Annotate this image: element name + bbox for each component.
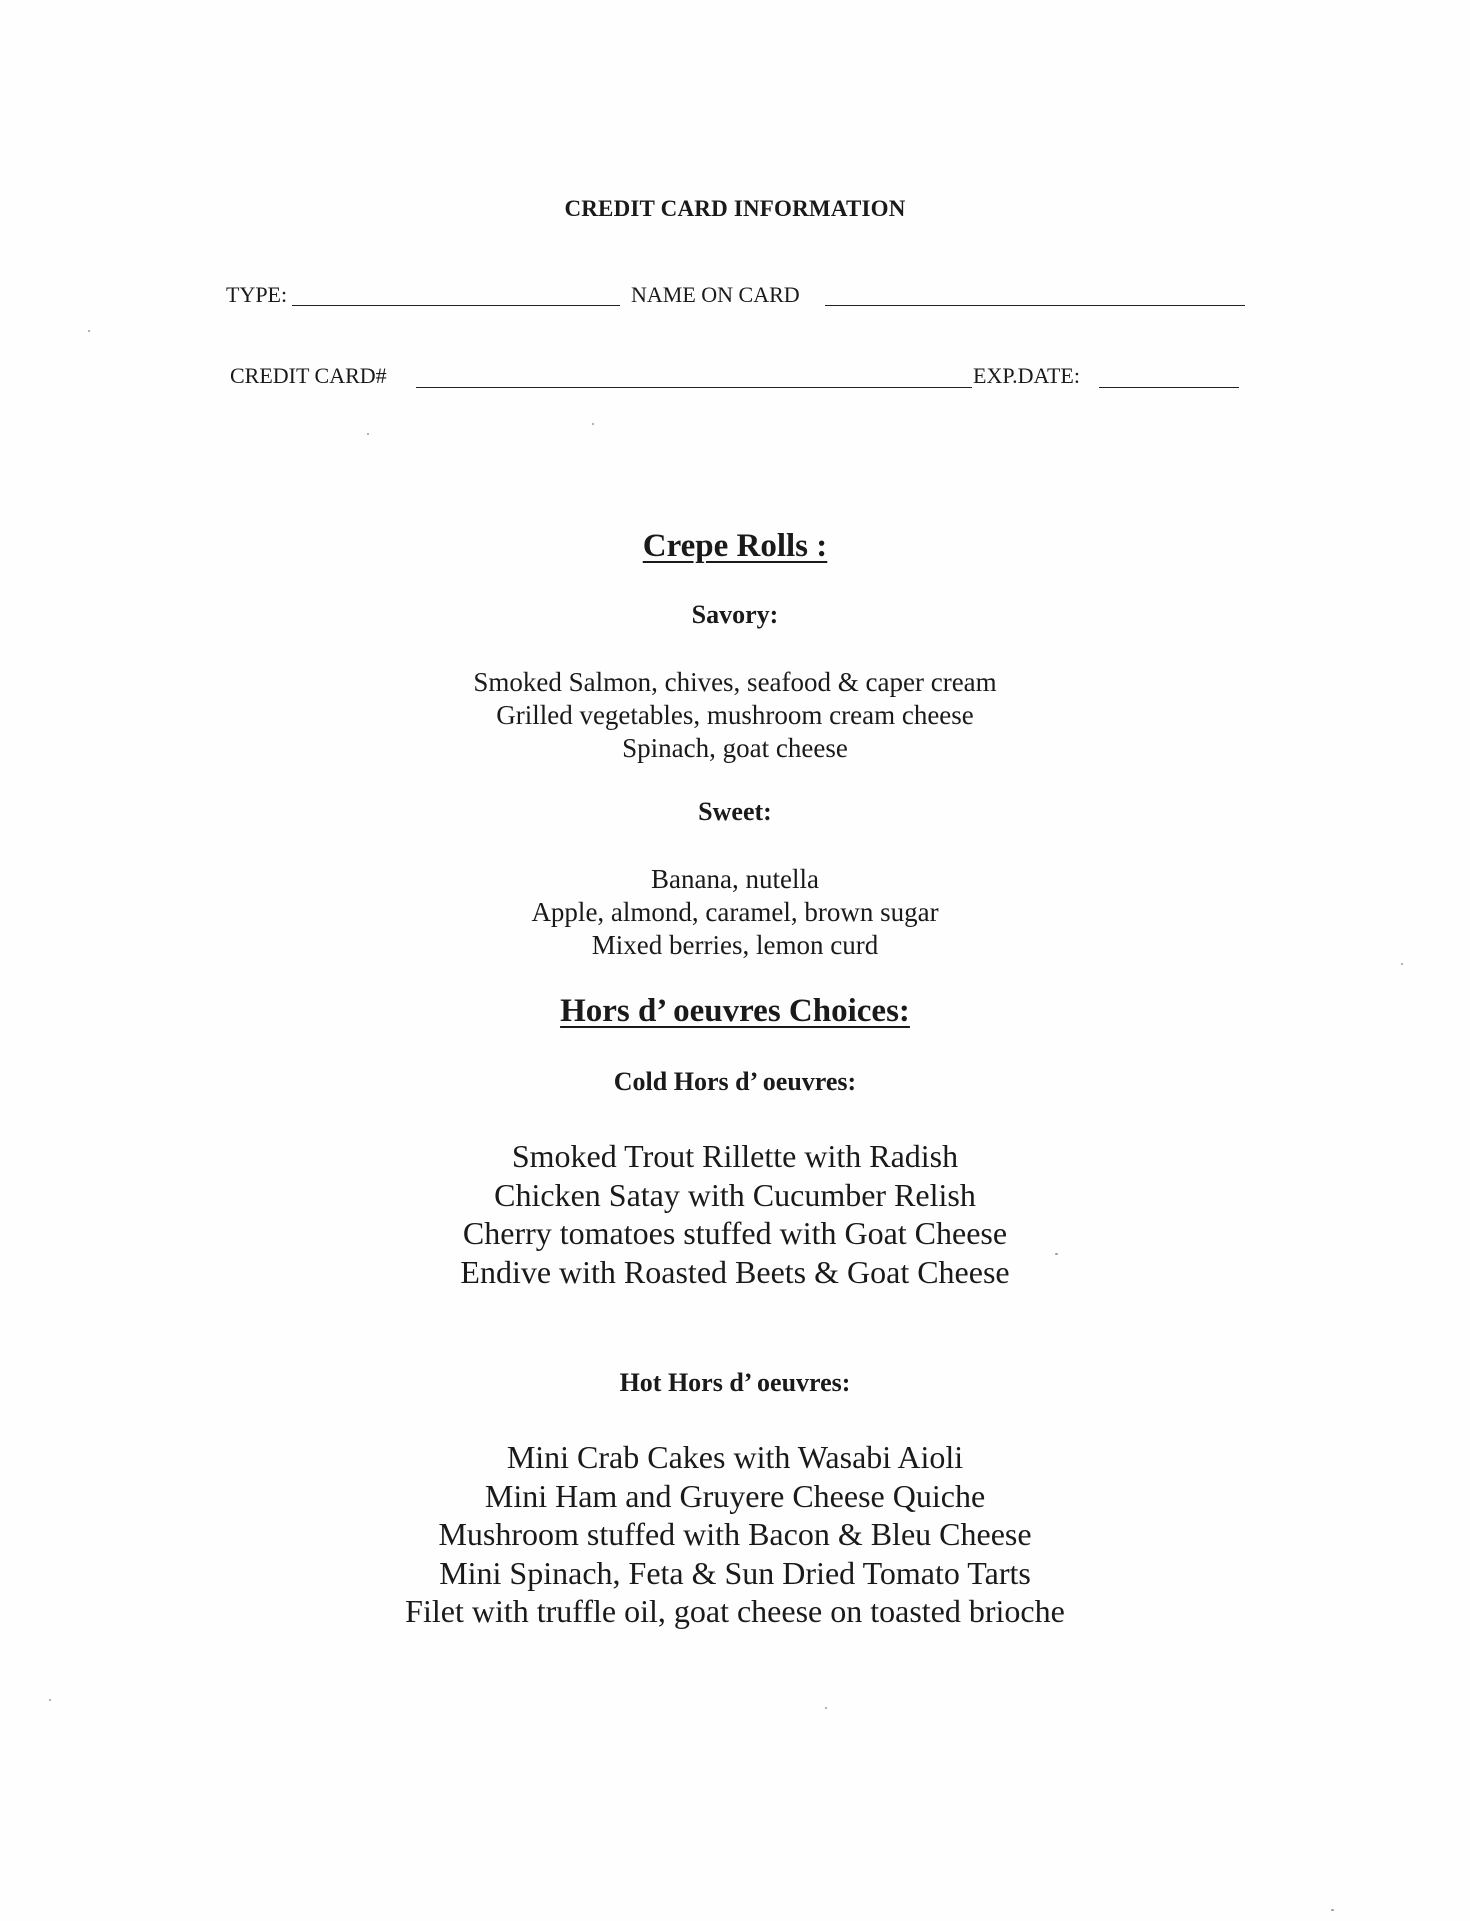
list-item: Smoked Salmon, chives, seafood & caper cream	[473, 667, 997, 697]
scan-speck	[1401, 963, 1403, 965]
scan-speck	[1331, 1909, 1334, 1911]
savory-heading: Savory:	[691, 600, 779, 629]
scan-speck	[1055, 1253, 1058, 1255]
list-item: Mushroom stuffed with Bacon & Bleu Cheese	[438, 1516, 1032, 1552]
exp-date-field[interactable]	[1099, 387, 1239, 388]
list-item: Spinach, goat cheese	[622, 733, 848, 763]
scan-speck	[49, 1699, 51, 1701]
hot-hors-doeuvres-heading: Hot Hors d’ oeuvres:	[619, 1368, 851, 1397]
list-item: Endive with Roasted Beets & Goat Cheese	[460, 1253, 1010, 1290]
cold-hors-doeuvres-heading: Cold Hors d’ oeuvres:	[613, 1067, 857, 1096]
crepe-rolls-title: Crepe Rolls :	[642, 528, 828, 564]
list-item: Banana, nutella	[651, 864, 819, 894]
name-on-card-label: NAME ON CARD	[631, 282, 800, 307]
exp-date-label: EXP.DATE:	[973, 363, 1080, 388]
list-item: Filet with truffle oil, goat cheese on toasted brioche	[405, 1593, 1065, 1629]
type-field[interactable]	[292, 305, 620, 306]
sweet-heading: Sweet:	[698, 797, 772, 826]
list-item: Apple, almond, caramel, brown sugar	[531, 897, 939, 927]
list-item: Mini Crab Cakes with Wasabi Aioli	[506, 1439, 964, 1475]
list-item: Smoked Trout Rillette with Radish	[511, 1138, 959, 1174]
scan-speck	[88, 330, 90, 332]
list-item: Cherry tomatoes stuffed with Goat Cheese	[462, 1215, 1008, 1251]
type-label: TYPE:	[226, 282, 288, 307]
credit-card-number-label: CREDIT CARD#	[230, 363, 387, 388]
list-item: Mini Spinach, Feta & Sun Dried Tomato Tarts	[439, 1554, 1031, 1591]
sweet-item-list	[0, 863, 1470, 962]
name-on-card-field[interactable]	[825, 305, 1245, 306]
credit-card-number-field[interactable]	[416, 387, 972, 388]
savory-item-list	[0, 666, 1470, 765]
hors-doeuvres-title: Hors d’ oeuvres Choices:	[560, 993, 910, 1029]
hot-item-list	[0, 1438, 1470, 1631]
scan-speck	[592, 423, 594, 425]
scan-speck	[367, 433, 369, 435]
list-item: Chicken Satay with Cucumber Relish	[494, 1176, 976, 1213]
list-item: Mixed berries, lemon curd	[591, 930, 879, 960]
list-item: Mini Ham and Gruyere Cheese Quiche	[484, 1477, 986, 1514]
cold-item-list	[0, 1137, 1470, 1291]
list-item: Grilled vegetables, mushroom cream cheese	[496, 700, 974, 730]
credit-card-title: CREDIT CARD INFORMATION	[564, 196, 906, 221]
scan-speck	[825, 1707, 827, 1709]
